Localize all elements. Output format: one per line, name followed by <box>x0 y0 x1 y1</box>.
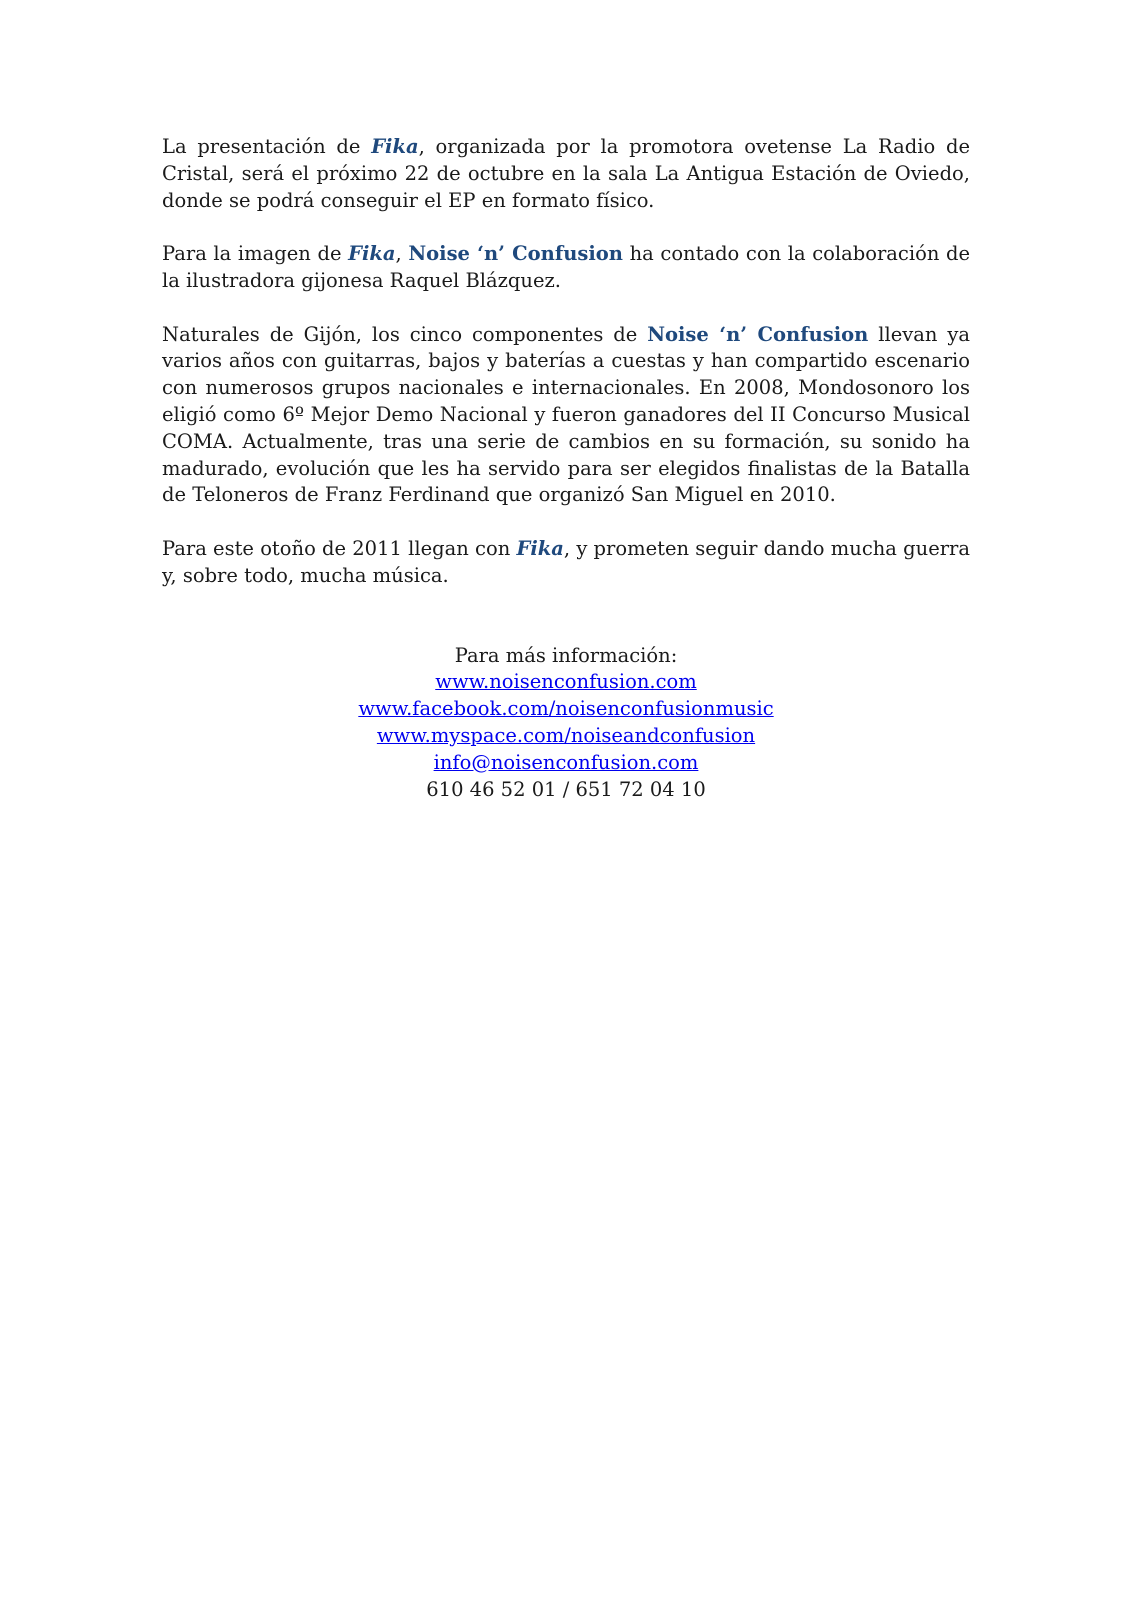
paragraph-text: Naturales de Gijón, los cinco componentes de <box>162 322 648 346</box>
document-body <box>162 134 970 803</box>
album-title: Fika <box>516 536 564 560</box>
paragraph-text: Para la imagen de <box>162 242 349 266</box>
paragraph-text: , y prometen seguir dando mucha guerra y, sobre todo, mucha música. <box>162 536 971 587</box>
website-link[interactable]: www.noisenconfusion.com <box>435 670 697 694</box>
paragraph-text: ha contado con la colaboración de la ilustradora gijonesa Raquel Blázquez. <box>162 242 971 292</box>
myspace-link[interactable]: www.myspace.com/noiseandconfusion <box>376 723 756 747</box>
album-title: Fika <box>371 135 419 158</box>
email-link[interactable]: info@noisenconfusion.com <box>433 750 699 774</box>
contact-info <box>162 643 970 804</box>
paragraph-autumn <box>162 536 970 590</box>
band-name: Noise ‘n’ Confusion <box>647 322 869 346</box>
paragraph-text: , organizada por la promotora ovetense La Radio de Cristal, será el próximo 22 de octubre en la sala La Antigua Estación de Oviedo, donde se podrá conseguir el EP en formato físico. <box>162 135 971 212</box>
band-name: Noise ‘n’ Confusion <box>408 242 623 266</box>
paragraph-text: Para este otoño de 2011 llegan con <box>162 536 517 560</box>
phone-numbers: 610 46 52 01 / 651 72 04 10 <box>426 777 706 801</box>
album-title: Fika <box>348 242 396 266</box>
paragraph-text: , <box>395 242 409 266</box>
contact-heading: Para más información: <box>454 643 678 667</box>
paragraph-presentation <box>162 134 970 214</box>
facebook-link[interactable]: www.facebook.com/noisenconfusionmusic <box>358 697 774 721</box>
paragraph-band-history <box>162 322 970 510</box>
paragraph-text: llevan ya varios años con guitarras, bajos y baterías a cuestas y han compartido escenario con numerosos grupos nacionales e internacionales. En 2008, Mondosonoro los eligió como 6º Mejor Demo Nacional y fueron ganadores del II Concurso Musical COMA. Actualmente, tras una serie de cambios en su formación, su sonido ha madurado, evolución que les ha servido para ser elegidos finalistas de la Batalla de Teloneros de Franz Ferdinand que organizó San Miguel en 2010. <box>162 322 970 507</box>
paragraph-text: La presentación de <box>162 135 372 158</box>
paragraph-image <box>162 241 970 295</box>
